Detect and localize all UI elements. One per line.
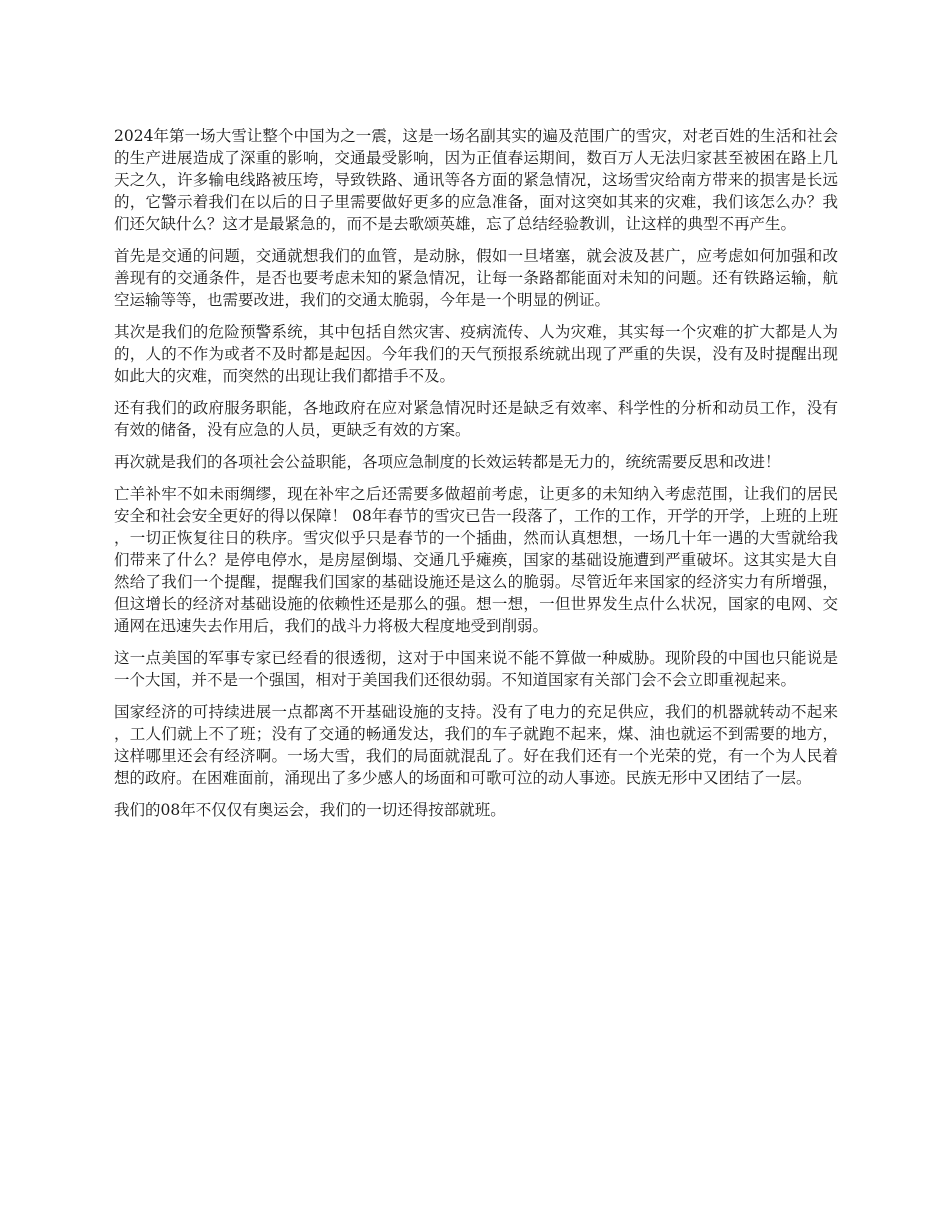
paragraph-4: 还有我们的政府服务职能，各地政府在应对紧急情况时还是缺乏有效率、科学性的分析和动员工作，没有有效的储备，没有应急的人员，更缺乏有效的方案。 (114, 399, 838, 439)
document-body (114, 125, 838, 831)
paragraph-7: 这一点美国的军事专家已经看的很透彻，这对于中国来说不能不算做一种威胁。现阶段的中国也只能说是一个大国，并不是一个强国，相对于美国我们还很幼弱。不知道国家有关部门会不会立即重视起来。 (114, 649, 838, 689)
paragraph-8: 国家经济的可持续进展一点都离不开基础设施的支持。没有了电力的充足供应，我们的机器就转动不起来，工人们就上不了班；没有了交通的畅通发达，我们的车子就跑不起来，煤、油也就运不到需要的地方，这样哪里还会有经济啊。一场大雪，我们的局面就混乱了。好在我们还有一个光荣的党，有一个为人民着想的政府。在困难面前，涌现出了多少感人的场面和可歌可泣的动人事迹。民族无形中又团结了一层。 (114, 703, 838, 787)
paragraph-5: 再次就是我们的各项社会公益职能，各项应急制度的长效运转都是无力的，统统需要反思和改进！ (114, 453, 781, 471)
paragraph-9: 我们的08年不仅仅有奥运会，我们的一切还得按部就班。 (114, 801, 506, 819)
paragraph-1: 2024年第一场大雪让整个中国为之一震，这是一场名副其实的遍及范围广的雪灾，对老百姓的生活和社会的生产进展造成了深重的影响，交通最受影响，因为正值春运期间，数百万人无法归家甚至被困在路上几天之久，许多输电线路被压垮，导致铁路、通讯等各方面的紧急情况，这场雪灾给南方带来的损害是长远的，它警示着我们在以后的日子里需要做好更多的应急准备，面对这突如其来的灾难，我们该怎么办？我们还欠缺什么？这才是最紧急的，而不是去歌颂英雄，忘了总结经验教训，让这样的典型不再产生。 (114, 127, 838, 233)
paragraph-3: 其次是我们的危险预警系统，其中包括自然灾害、疫病流传、人为灾难，其实每一个灾难的扩大都是人为的，人的不作为或者不及时都是起因。今年我们的天气预报系统就出现了严重的失误，没有及时提醒出现如此大的灾难，而突然的出现让我们都措手不及。 (114, 323, 838, 385)
paragraph-6: 亡羊补牢不如未雨绸缪，现在补牢之后还需要多做超前考虑，让更多的未知纳入考虑范围，让我们的居民安全和社会安全更好的得以保障！ 08年春节的雪灾已告一段落了，工作的工作，开学的开学，上班的上班，一切正恢复往日的秩序。雪灾似乎只是春节的一个插曲，然而认真想想，一场几十年一遇的大雪就给我们带来了什么？是停电停水，是房屋倒塌、交通几乎瘫痪，国家的基础设施遭到严重破坏。这其实是大自然给了我们一个提醒，提醒我们国家的基础设施还是这么的脆弱。尽管近年来国家的经济实力有所增强，但这增长的经济对基础设施的依赖性还是那么的强。想一想，一但世界发生点什么状况，国家的电网、交通网在迅速失去作用后，我们的战斗力将极大程度地受到削弱。 (114, 485, 838, 635)
paragraph-2: 首先是交通的问题，交通就想我们的血管，是动脉，假如一旦堵塞，就会波及甚广，应考虑如何加强和改善现有的交通条件，是否也要考虑未知的紧急情况，让每一条路都能面对未知的问题。还有铁路运输，航空运输等等，也需要改进，我们的交通太脆弱，今年是一个明显的例证。 (114, 247, 838, 309)
